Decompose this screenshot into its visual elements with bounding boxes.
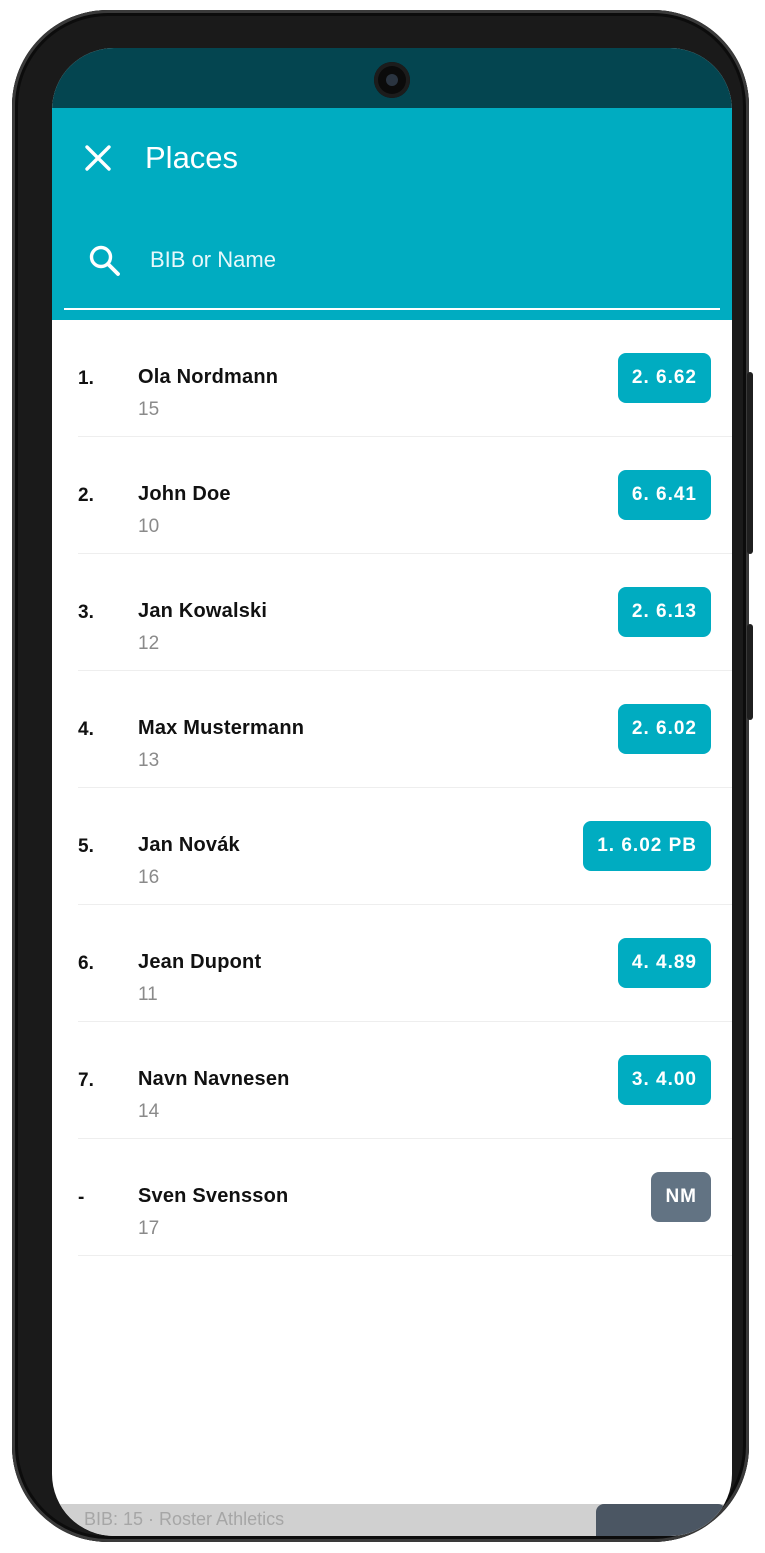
place-number: 7. (78, 1070, 94, 1091)
list-item[interactable] (52, 554, 732, 671)
peek-badge (596, 1504, 726, 1536)
place-number: 3. (78, 602, 94, 623)
bib-number: 10 (138, 516, 160, 537)
search-icon (88, 244, 122, 278)
app-screen (52, 48, 732, 1536)
result-badge: 6. 6.41 (618, 470, 711, 520)
app-bar (52, 108, 732, 320)
search-bar (64, 228, 720, 310)
no-mark-badge: NM (651, 1172, 711, 1222)
peek-text: BIB: 15 · Roster Athletics (84, 1509, 285, 1529)
close-button[interactable] (78, 138, 118, 178)
list-item[interactable] (52, 788, 732, 905)
front-camera (374, 62, 410, 98)
bib-number: 16 (138, 867, 160, 888)
athlete-name: Jan Kowalski (138, 600, 268, 622)
athlete-name: Sven Svensson (138, 1185, 289, 1207)
bib-number: 12 (138, 633, 160, 654)
bib-number: 15 (138, 399, 160, 420)
place-number: 1. (78, 368, 94, 389)
athlete-name: Jan Novák (138, 834, 240, 856)
bib-number: 14 (138, 1101, 160, 1122)
athlete-name: Navn Navnesen (138, 1068, 290, 1090)
close-icon (78, 138, 118, 178)
place-number: 5. (78, 836, 94, 857)
list-item[interactable] (52, 671, 732, 788)
result-badge: 1. 6.02 PB (583, 821, 711, 871)
place-number: 6. (78, 953, 94, 974)
result-badge: 2. 6.62 (618, 353, 711, 403)
list-item[interactable] (52, 437, 732, 554)
list-item[interactable] (52, 1022, 732, 1139)
bib-number: 17 (138, 1218, 160, 1239)
power-button (747, 624, 753, 720)
status-bar (52, 48, 732, 108)
result-badge: 4. 4.89 (618, 938, 711, 988)
place-number: 4. (78, 719, 94, 740)
list-item[interactable] (52, 1139, 732, 1256)
place-number: - (78, 1187, 85, 1208)
result-badge: 2. 6.13 (618, 587, 711, 637)
result-badge: 3. 4.00 (618, 1055, 711, 1105)
volume-button (747, 372, 753, 554)
list-item[interactable] (52, 905, 732, 1022)
athlete-name: Jean Dupont (138, 951, 262, 973)
search-input[interactable] (142, 240, 718, 280)
athlete-name: Max Mustermann (138, 717, 305, 739)
result-badge: 2. 6.02 (618, 704, 711, 754)
phone-frame (12, 10, 749, 1542)
list-item[interactable] (52, 320, 732, 437)
bib-number: 11 (138, 984, 158, 1005)
places-list (52, 320, 732, 1256)
bottom-sheet-peek (52, 1504, 732, 1536)
bib-number: 13 (138, 750, 160, 771)
page-title: Places (145, 140, 239, 175)
athlete-name: John Doe (138, 483, 231, 505)
place-number: 2. (78, 485, 94, 506)
athlete-name: Ola Nordmann (138, 366, 279, 388)
